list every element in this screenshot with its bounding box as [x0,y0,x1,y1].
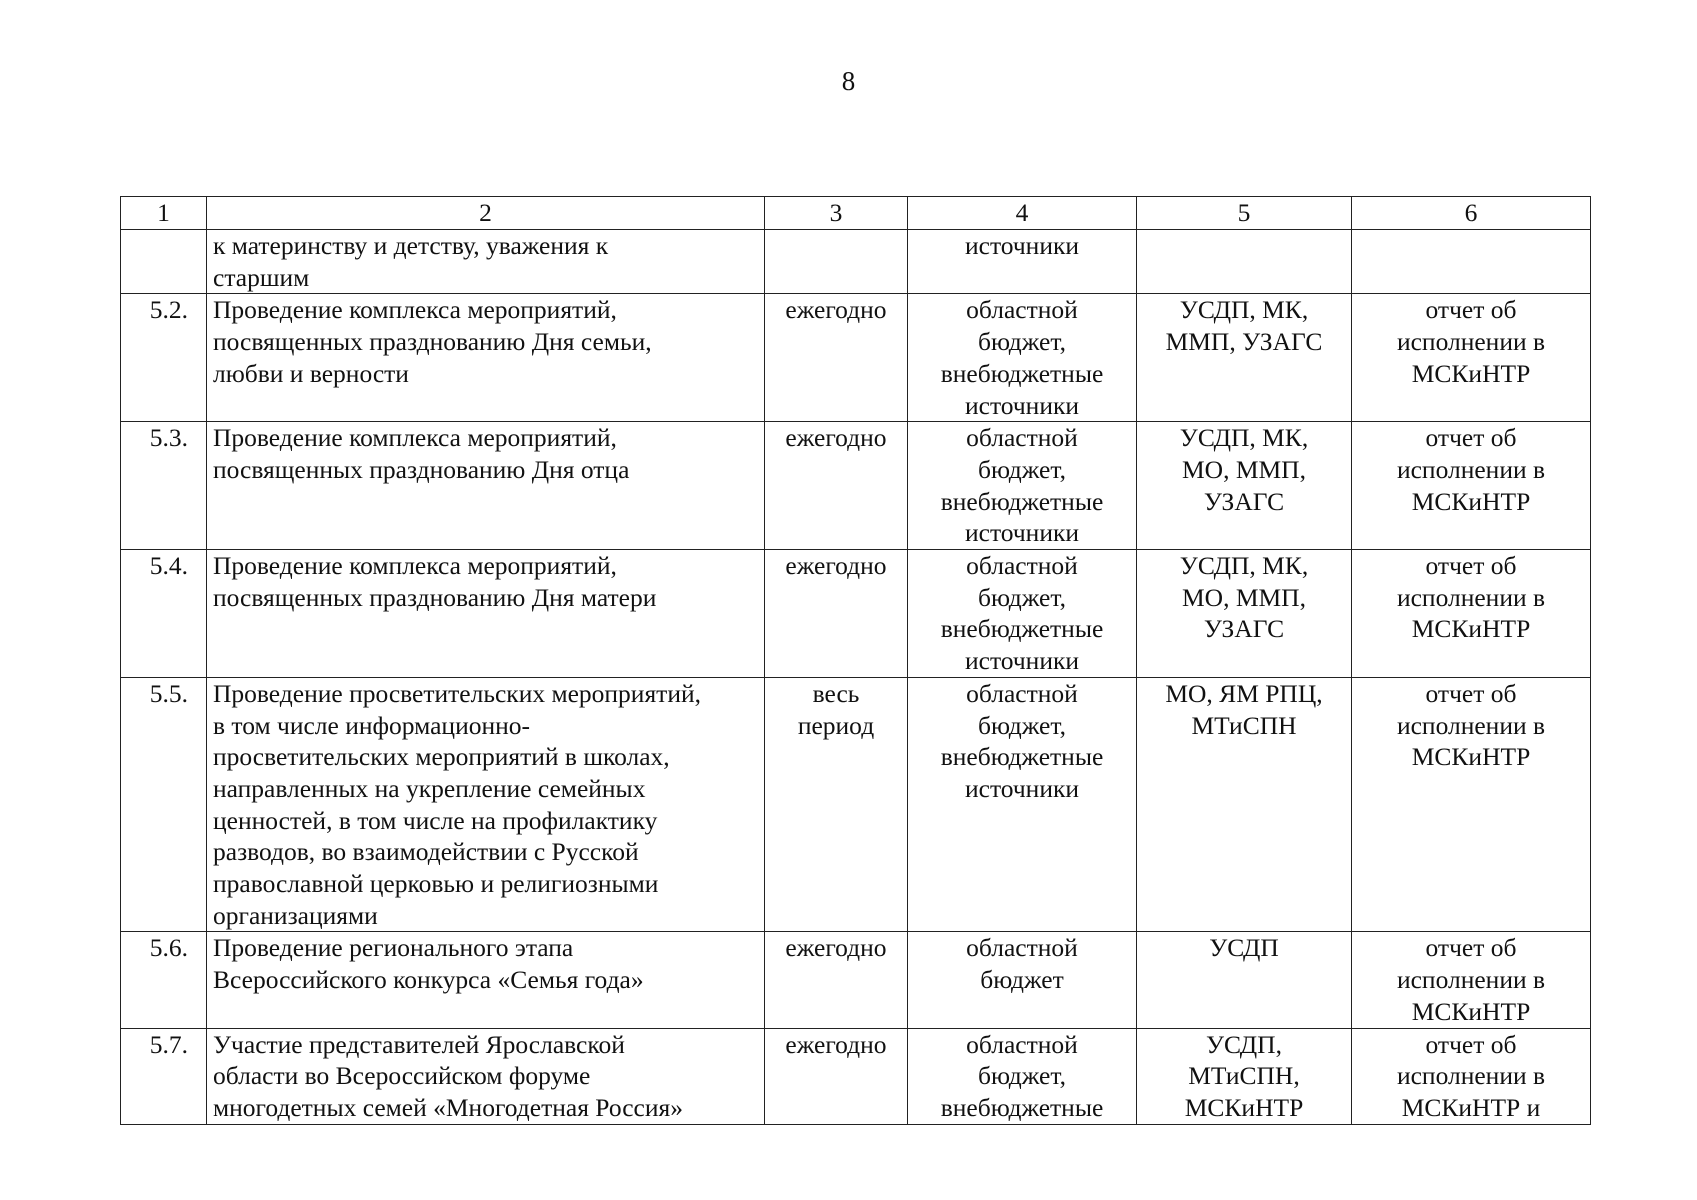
activities-table [120,196,1591,1125]
expected-result-line: отчет об [1425,933,1517,963]
funding-source-line: источники [964,773,1079,803]
expected-result-line: отчет об [1425,1029,1517,1059]
row-number: 5.7. [121,1028,207,1124]
funding-source-line: областной [966,423,1078,453]
row-number: 5.6. [121,932,207,1028]
event-description-line: разводов, во взаимодействии с Русской [213,837,639,867]
funding-source [908,230,1137,294]
expected-result-line: отчет об [1425,551,1517,581]
funding-source-line: внебюджетные [940,614,1104,644]
executors-line: МО, ЯМ РПЦ, [1165,678,1323,708]
expected-result-line: исполнении в [1396,965,1546,995]
row-number [121,230,207,294]
expected-result [1352,677,1591,932]
executors-line: МТиСПН [1191,710,1297,740]
funding-source-line: областной [966,551,1078,581]
executors-line: УСДП, МК, [1179,551,1309,581]
executors [1137,1028,1352,1124]
executors [1137,677,1352,932]
execution-period [765,550,908,678]
expected-result-line: исполнении в [1396,710,1546,740]
expected-result [1352,932,1591,1028]
event-description-line: просветительских мероприятий в школах, [213,742,670,772]
table-row [121,294,1591,422]
executors-line: УСДП [1209,933,1279,963]
column-header-period: 3 [765,197,908,230]
event-description-line: Проведение комплекса мероприятий, [213,295,617,325]
funding-source [908,677,1137,932]
event-description-line: ценностей, в том числе на профилактику [213,805,658,835]
expected-result-line: исполнении в [1396,582,1546,612]
funding-source-line: областной [966,933,1078,963]
funding-source [908,550,1137,678]
funding-source-line: областной [966,678,1078,708]
expected-result [1352,230,1591,294]
funding-source [908,422,1137,550]
table-row [121,1028,1591,1124]
event-description-line: Всероссийского конкурса «Семья года» [213,965,644,995]
execution-period [765,932,908,1028]
event-description-line: к материнству и детству, уважения к [213,231,609,260]
event-description [207,294,765,422]
column-header-executors: 5 [1137,197,1352,230]
expected-result [1352,550,1591,678]
funding-source-line: источники [964,390,1079,420]
event-description-line: Проведение комплекса мероприятий, [213,551,617,581]
funding-source [908,1028,1137,1124]
column-header-number: 1 [121,197,207,230]
execution-period-line: ежегодно [785,933,887,963]
event-description-line: Участие представителей Ярославской [213,1029,625,1059]
event-description [207,1028,765,1124]
funding-source-line: бюджет, [978,582,1066,612]
execution-period-line: период [797,710,875,740]
table-body [121,230,1591,1125]
expected-result-line: исполнении в [1396,1061,1546,1091]
funding-source-line: источники [964,646,1079,676]
funding-source-line: областной [966,295,1078,325]
event-description [207,550,765,678]
event-description-line: области во Всероссийском форуме [213,1061,591,1091]
event-description [207,230,765,294]
event-description-line: посвященных празднованию Дня отца [213,454,630,484]
executors-line: УСДП, МК, [1179,423,1309,453]
executors [1137,932,1352,1028]
table-row [121,677,1591,932]
event-description-line: Проведение регионального этапа [213,933,574,963]
funding-source-line: бюджет [980,965,1064,995]
execution-period [765,230,908,294]
executors-line: УСДП, [1206,1029,1282,1059]
executors-line: УЗАГС [1203,614,1285,644]
execution-period-line: весь [812,678,860,708]
page-number: 8 [841,66,856,96]
event-description-line: посвященных празднованию Дня семьи, [213,327,652,357]
event-description-line: посвященных празднованию Дня матери [213,582,657,612]
execution-period [765,422,908,550]
funding-source-line: внебюджетные [940,1092,1104,1122]
table-row [121,422,1591,550]
funding-source-line: бюджет, [978,1061,1066,1091]
event-description-line: организациями [213,900,378,930]
event-description-line: Проведение комплекса мероприятий, [213,423,617,453]
expected-result [1352,422,1591,550]
row-number: 5.5. [121,677,207,932]
table-row [121,230,1591,294]
executors-line: ММП, УЗАГС [1165,327,1323,357]
executors-line: УЗАГС [1203,486,1285,516]
expected-result-line: МСКиНТР [1411,742,1531,772]
expected-result-line: МСКиНТР [1411,996,1531,1026]
funding-source-line: бюджет, [978,454,1066,484]
event-description [207,677,765,932]
table-row [121,550,1591,678]
expected-result-line: МСКиНТР [1411,486,1531,516]
table-row [121,932,1591,1028]
expected-result-line: МСКиНТР [1411,614,1531,644]
executors-line: МО, ММП, [1182,454,1306,484]
execution-period-line: ежегодно [785,295,887,325]
executors-line: МСКиНТР [1184,1092,1304,1122]
event-description-line: любви и верности [213,358,409,388]
expected-result-line: МСКиНТР [1411,358,1531,388]
expected-result-line: отчет об [1425,423,1517,453]
executors [1137,422,1352,550]
executors-line: МО, ММП, [1182,582,1306,612]
expected-result [1352,294,1591,422]
execution-period-line: ежегодно [785,551,887,581]
expected-result-line: исполнении в [1396,327,1546,357]
executors-line: УСДП, МК, [1179,295,1309,325]
execution-period [765,677,908,932]
column-header-funding: 4 [908,197,1137,230]
funding-source-line: внебюджетные [940,358,1104,388]
funding-source [908,294,1137,422]
expected-result-line: МСКиНТР и [1401,1092,1541,1122]
funding-source-line: бюджет, [978,327,1066,357]
event-description-line: в том числе информационно- [213,710,530,740]
expected-result [1352,1028,1591,1124]
execution-period-line: ежегодно [785,1029,887,1059]
event-description [207,932,765,1028]
funding-source-line: внебюджетные [940,742,1104,772]
executors [1137,550,1352,678]
row-number: 5.3. [121,422,207,550]
expected-result-line: отчет об [1425,678,1517,708]
execution-period [765,1028,908,1124]
event-description [207,422,765,550]
funding-source-line: источники [964,231,1079,260]
execution-period-line: ежегодно [785,423,887,453]
event-description-line: православной церковью и религиозными [213,869,659,899]
event-description-line: старшим [213,262,310,292]
event-description-line: Проведение просветительских мероприятий, [213,678,701,708]
expected-result-line: исполнении в [1396,454,1546,484]
funding-source-line: источники [964,518,1079,548]
column-header-result: 6 [1352,197,1591,230]
funding-source-line: внебюджетные [940,486,1104,516]
event-description-line: направленных на укрепление семейных [213,773,646,803]
row-number: 5.4. [121,550,207,678]
event-description-line: многодетных семей «Многодетная Россия» [213,1092,683,1122]
funding-source-line: бюджет, [978,710,1066,740]
funding-source [908,932,1137,1028]
expected-result-line: отчет об [1425,295,1517,325]
funding-source-line: областной [966,1029,1078,1059]
executors [1137,294,1352,422]
row-number: 5.2. [121,294,207,422]
column-header-event: 2 [207,197,765,230]
executors-line: МТиСПН, [1188,1061,1300,1091]
executors [1137,230,1352,294]
table-header-row [121,197,1591,230]
execution-period [765,294,908,422]
